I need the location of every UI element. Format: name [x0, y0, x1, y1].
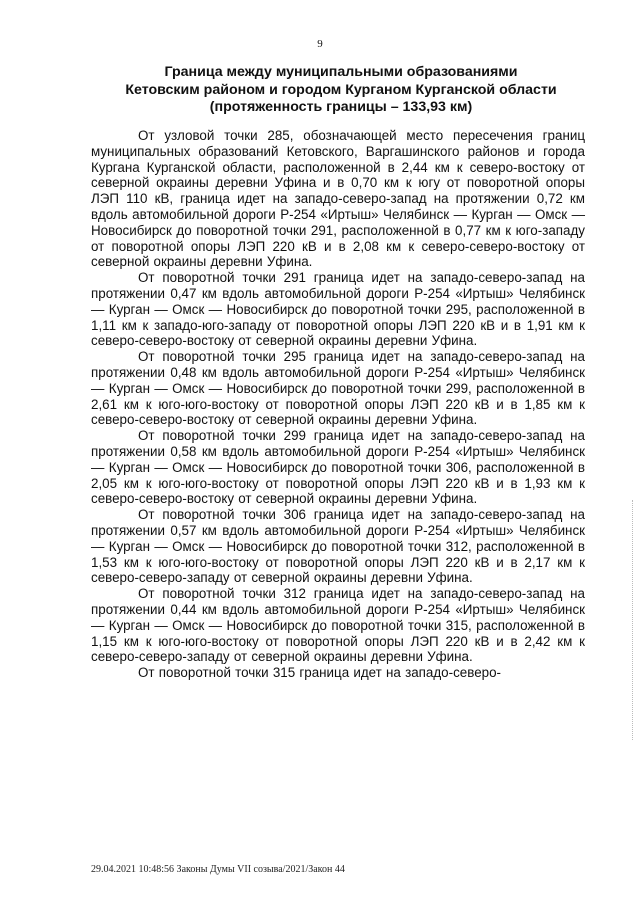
paragraph-1: От узловой точки 285, обозначающей место пересечения границ муниципальных образований Кетовского, Варгашинского районов и города Кургана Курганской области, расположенной в 2,44 км к северо-востоку от северной окраины деревни Уфина и в 0,70 км к югу от поворотной опоры ЛЭП 110 кВ, граница идет на западо-северо-запад на протяжении 0,72 км вдоль автомобильной дороги Р-254 «Иртыш» Челябинск — Курган — Омск — Новосибирск до поворотной точки 291, расположенной в 0,77 км к юго-западу от поворотной опоры ЛЭП 220 кВ и в 2,08 км к северо-северо-востоку от северной окраины деревни Уфина.	[91, 128, 585, 270]
document-body	[91, 128, 585, 681]
paragraph-7-partial: От поворотной точки 315 граница идет на западо-северо-	[138, 665, 501, 681]
footer-stamp: 29.04.2021 10:48:56 Законы Думы VII созыва/2021/Закон 44	[91, 864, 345, 875]
paragraph-2: От поворотной точки 291 граница идет на западо-северо-запад на протяжении 0,47 км вдоль автомобильной дороги Р-254 «Иртыш» Челябинск — Курган — Омск — Новосибирск до поворотной точки 295, расположенной в 1,11 км к западо-юго-западу от поворотной опоры ЛЭП 220 кВ и в 1,91 км к северо-северо-востоку от северной окраины деревни Уфина.	[91, 270, 585, 349]
paragraph-5: От поворотной точки 306 граница идет на западо-северо-запад на протяжении 0,57 км вдоль автомобильной дороги Р-254 «Иртыш» Челябинск — Курган — Омск — Новосибирск до поворотной точки 312, расположенной в 1,53 км к юго-юго-востоку от поворотной опоры ЛЭП 220 кВ и в 2,17 км к северо-северо-западу от северной окраины деревни Уфина.	[91, 507, 585, 586]
title-line-2: Кетовским районом и городом Курганом Курганской области	[125, 81, 557, 98]
title-line-3: (протяженность границы – 133,93 км)	[209, 99, 473, 115]
page-number: 9	[317, 38, 323, 50]
document-title	[96, 64, 586, 117]
scan-margin-marks	[632, 500, 636, 740]
paragraph-3: От поворотной точки 295 граница идет на западо-северо-запад на протяжении 0,48 км вдоль автомобильной дороги Р-254 «Иртыш» Челябинск — Курган — Омск — Новосибирск до поворотной точки 299, расположенной в 2,61 км к юго-юго-востоку от поворотной опоры ЛЭП 220 кВ и в 1,85 км к северо-северо-востоку от северной окраины деревни Уфина.	[91, 349, 585, 428]
paragraph-6: От поворотной точки 312 граница идет на западо-северо-запад на протяжении 0,44 км вдоль автомобильной дороги Р-254 «Иртыш» Челябинск — Курган — Омск — Новосибирск до поворотной точки 315, расположенной в 1,15 км к юго-юго-востоку от поворотной опоры ЛЭП 220 кВ и в 2,42 км к северо-северо-западу от северной окраины деревни Уфина.	[91, 586, 585, 665]
title-line-1: Граница между муниципальными образованиями	[164, 64, 518, 80]
paragraph-4: От поворотной точки 299 граница идет на западо-северо-запад на протяжении 0,58 км вдоль автомобильной дороги Р-254 «Иртыш» Челябинск — Курган — Омск — Новосибирск до поворотной точки 306, расположенной в 2,05 км к юго-юго-востоку от поворотной опоры ЛЭП 220 кВ и в 1,93 км к северо-северо-востоку от северной окраины деревни Уфина.	[91, 428, 585, 507]
